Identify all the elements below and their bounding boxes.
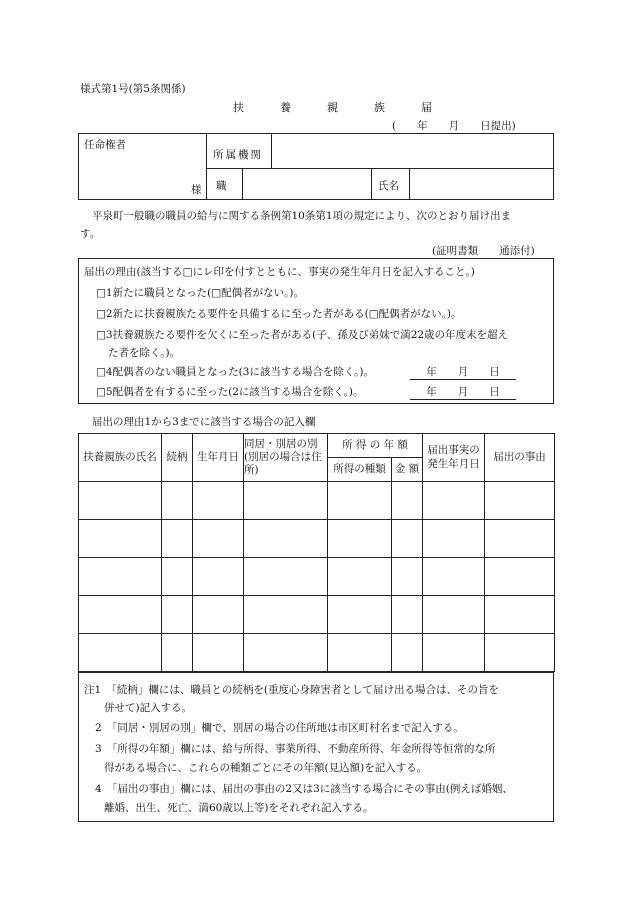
reason-5-date[interactable]: 年 月 日 xyxy=(410,384,516,400)
note-3: 3 「所得の年額」欄には、給与所得、事業所得、不動産所得、年金所得等恒常的な所 xyxy=(95,743,496,755)
note-1: 注1 「続柄」欄には、職員との続柄を(重度心身障害者として届け出る場合は、その旨を xyxy=(84,684,500,696)
reason-heading: 届出の理由(該当する□にレ印を付すとともに、事実の発生年月日を記入すること。) xyxy=(84,266,475,278)
header-income-amount: 金 額 xyxy=(392,458,423,482)
certificate-note: (証明書類 通添付) xyxy=(432,245,535,257)
intro-line-1: 平泉町一般職の職員の給与に関する条例第10条第1項の規定により、次のとおり届け出ま xyxy=(92,210,512,222)
table-row xyxy=(79,558,555,596)
sama-label: 様 xyxy=(191,184,202,196)
reason-option-3-cont: た者を除く。)。 xyxy=(108,347,181,359)
form-number: 様式第1号(第5条関係) xyxy=(80,83,186,95)
organization-field[interactable] xyxy=(272,134,553,167)
position-label: 職 xyxy=(216,180,227,192)
table-row xyxy=(79,482,555,520)
reason-option-4[interactable]: □4配偶者のない職員となった(3に該当する場合を除く。)。 xyxy=(96,366,375,378)
appointer-label: 任命権者 xyxy=(84,139,126,151)
position-field[interactable] xyxy=(243,169,370,199)
name-field[interactable] xyxy=(410,169,553,199)
reason-4-date[interactable]: 年 月 日 xyxy=(410,364,516,380)
header-income-kind: 所得の種類 xyxy=(328,458,392,482)
header-fact-date: 届出事実の発生年月日 xyxy=(423,434,485,482)
header-cohabitation: 同居・別居の別(別居の場合は住所) xyxy=(244,434,328,482)
reason-option-5[interactable]: □5配偶者を有するに至った(2に該当する場合を除く。)。 xyxy=(96,386,364,398)
reason-option-3[interactable]: □3扶養親族たる要件を欠くに至った者がある(子、孫及び弟妹で満22歳の年度末を超え xyxy=(96,329,509,341)
name-label: 氏名 xyxy=(378,180,399,192)
header-name: 扶養親族の氏名 xyxy=(79,434,162,482)
reason-option-2[interactable]: □2新たに扶養親族たる要件を具備するに至った者がある(□配偶者がない。)。 xyxy=(96,308,462,320)
table-row xyxy=(79,634,555,672)
form-title: 扶 養 親 族 届 xyxy=(233,101,432,114)
header-reason: 届出の事由 xyxy=(485,434,555,482)
reason-option-1[interactable]: □1新たに職員となった(□配偶者がない。)。 xyxy=(96,287,304,299)
submission-date: ( 年 月 日提出) xyxy=(392,120,516,132)
note-4: 4 「届出の事由」欄には、届出の事由の2又は3に該当する場合にその事由(例えば婚姻、 xyxy=(95,783,513,795)
dependents-table xyxy=(78,433,555,672)
intro-line-2: す。 xyxy=(80,228,101,240)
table-row xyxy=(79,520,555,558)
note-1-cont: 併せて)記入する。 xyxy=(104,702,193,714)
header-birthdate: 生年月日 xyxy=(193,434,244,482)
section-title: 届出の理由1から3までに該当する場合の記入欄 xyxy=(92,416,316,428)
header-relationship: 続柄 xyxy=(162,434,193,482)
header-annual-income: 所 得 の 年 額 xyxy=(328,434,423,458)
organization-label: 所属機関 xyxy=(213,149,263,161)
table-row xyxy=(79,596,555,634)
note-3-cont: 得がある場合に、これらの種類ごとにその年額(見込額)を記入する。 xyxy=(104,762,428,774)
note-2: 2 「同居・別居の別」欄で、別居の場合の住所地は市区町村名まで記入する。 xyxy=(95,722,464,734)
note-4-cont: 離婚、出生、死亡、満60歳以上等)をそれぞれ記入する。 xyxy=(104,802,374,814)
